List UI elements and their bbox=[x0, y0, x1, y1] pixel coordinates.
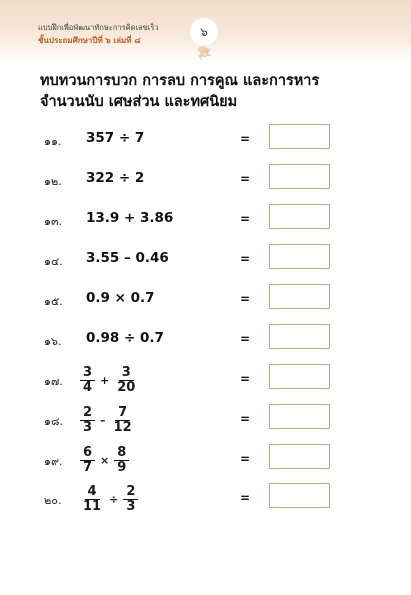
numerator: 2 bbox=[80, 406, 95, 421]
equals-sign: = bbox=[240, 332, 251, 346]
denominator: 3 bbox=[83, 419, 93, 435]
operator: × bbox=[100, 453, 110, 467]
page-number-badge: ๖ bbox=[190, 18, 218, 46]
equals-sign: = bbox=[240, 372, 251, 386]
problem-row bbox=[0, 242, 411, 278]
decorative-ornament-icon bbox=[193, 44, 215, 64]
equals-sign: = bbox=[240, 172, 251, 186]
problem-row bbox=[0, 162, 411, 198]
fraction bbox=[123, 485, 138, 514]
answer-box[interactable] bbox=[269, 444, 330, 469]
answer-box[interactable] bbox=[269, 124, 330, 149]
equals-sign: = bbox=[240, 452, 251, 466]
equals-sign: = bbox=[240, 292, 251, 306]
problem-number: ๑๔. bbox=[44, 255, 63, 268]
numerator: 4 bbox=[85, 485, 100, 500]
equals-sign: = bbox=[240, 491, 251, 505]
denominator: 20 bbox=[117, 379, 136, 395]
problem-number: ๑๙. bbox=[44, 455, 63, 468]
problem-number: ๑๑. bbox=[44, 135, 62, 148]
problem-row bbox=[0, 122, 411, 158]
fraction-expression bbox=[80, 481, 138, 517]
fraction bbox=[114, 446, 129, 475]
fraction-expression bbox=[80, 362, 138, 398]
problem-expression: 13.9 + 3.86 bbox=[86, 210, 174, 226]
fraction bbox=[80, 366, 95, 395]
problem-row bbox=[0, 481, 411, 517]
numerator: 8 bbox=[114, 446, 129, 461]
answer-box[interactable] bbox=[269, 204, 330, 229]
denominator: 12 bbox=[113, 419, 132, 435]
problem-number: ๑๒. bbox=[44, 175, 62, 188]
denominator: 11 bbox=[83, 498, 102, 514]
problem-row bbox=[0, 362, 411, 398]
problem-row bbox=[0, 442, 411, 478]
operator: – bbox=[100, 413, 106, 427]
problem-number: ๑๕. bbox=[44, 295, 63, 308]
equals-sign: = bbox=[240, 252, 251, 266]
problem-expression: 3.55 – 0.46 bbox=[86, 250, 169, 266]
equals-sign: = bbox=[240, 412, 251, 426]
answer-box[interactable] bbox=[269, 324, 330, 349]
denominator: 4 bbox=[83, 379, 93, 395]
answer-box[interactable] bbox=[269, 364, 330, 389]
problem-expression: 0.98 ÷ 0.7 bbox=[86, 330, 164, 346]
problem-row bbox=[0, 282, 411, 318]
answer-box[interactable] bbox=[269, 483, 330, 508]
problem-number: ๑๗. bbox=[44, 375, 63, 388]
problem-expression: 357 ÷ 7 bbox=[86, 130, 145, 146]
answer-box[interactable] bbox=[269, 404, 330, 429]
grade-label: ชั้นประถมศึกษาปีที่ ๖ เล่มที่ ๘ bbox=[38, 36, 141, 45]
answer-box[interactable] bbox=[269, 244, 330, 269]
fraction bbox=[80, 446, 95, 475]
problem-row bbox=[0, 402, 411, 438]
book-title: แบบฝึกเพื่อพัฒนาทักษะการคิดเลขเร็ว bbox=[38, 23, 159, 32]
worksheet-title: ทบทวนการบวก การลบ การคูณ และการหารจำนวนนับ เศษส่วน และทศนิยม bbox=[40, 73, 320, 110]
fraction bbox=[111, 406, 135, 435]
page-header bbox=[0, 0, 411, 62]
answer-box[interactable] bbox=[269, 284, 330, 309]
denominator: 7 bbox=[83, 459, 93, 475]
numerator: 2 bbox=[123, 485, 138, 500]
operator: + bbox=[100, 373, 110, 387]
fraction bbox=[80, 485, 104, 514]
answer-box[interactable] bbox=[269, 164, 330, 189]
problem-row bbox=[0, 322, 411, 358]
problem-number: ๑๓. bbox=[44, 215, 62, 228]
denominator: 9 bbox=[117, 459, 127, 475]
fraction bbox=[114, 366, 138, 395]
problem-row bbox=[0, 202, 411, 238]
fraction-expression bbox=[80, 402, 135, 438]
problem-number: ๑๘. bbox=[44, 415, 63, 428]
problem-expression: 322 ÷ 2 bbox=[86, 170, 145, 186]
operator: ÷ bbox=[109, 492, 119, 506]
problem-number: ๒๐. bbox=[44, 494, 62, 507]
numerator: 3 bbox=[119, 366, 134, 381]
fraction bbox=[80, 406, 95, 435]
denominator: 3 bbox=[126, 498, 136, 514]
numerator: 3 bbox=[80, 366, 95, 381]
problem-number: ๑๖. bbox=[44, 335, 62, 348]
numerator: 6 bbox=[80, 446, 95, 461]
fraction-expression bbox=[80, 442, 129, 478]
numerator: 7 bbox=[115, 406, 130, 421]
problem-expression: 0.9 × 0.7 bbox=[86, 290, 155, 306]
equals-sign: = bbox=[240, 132, 251, 146]
equals-sign: = bbox=[240, 212, 251, 226]
